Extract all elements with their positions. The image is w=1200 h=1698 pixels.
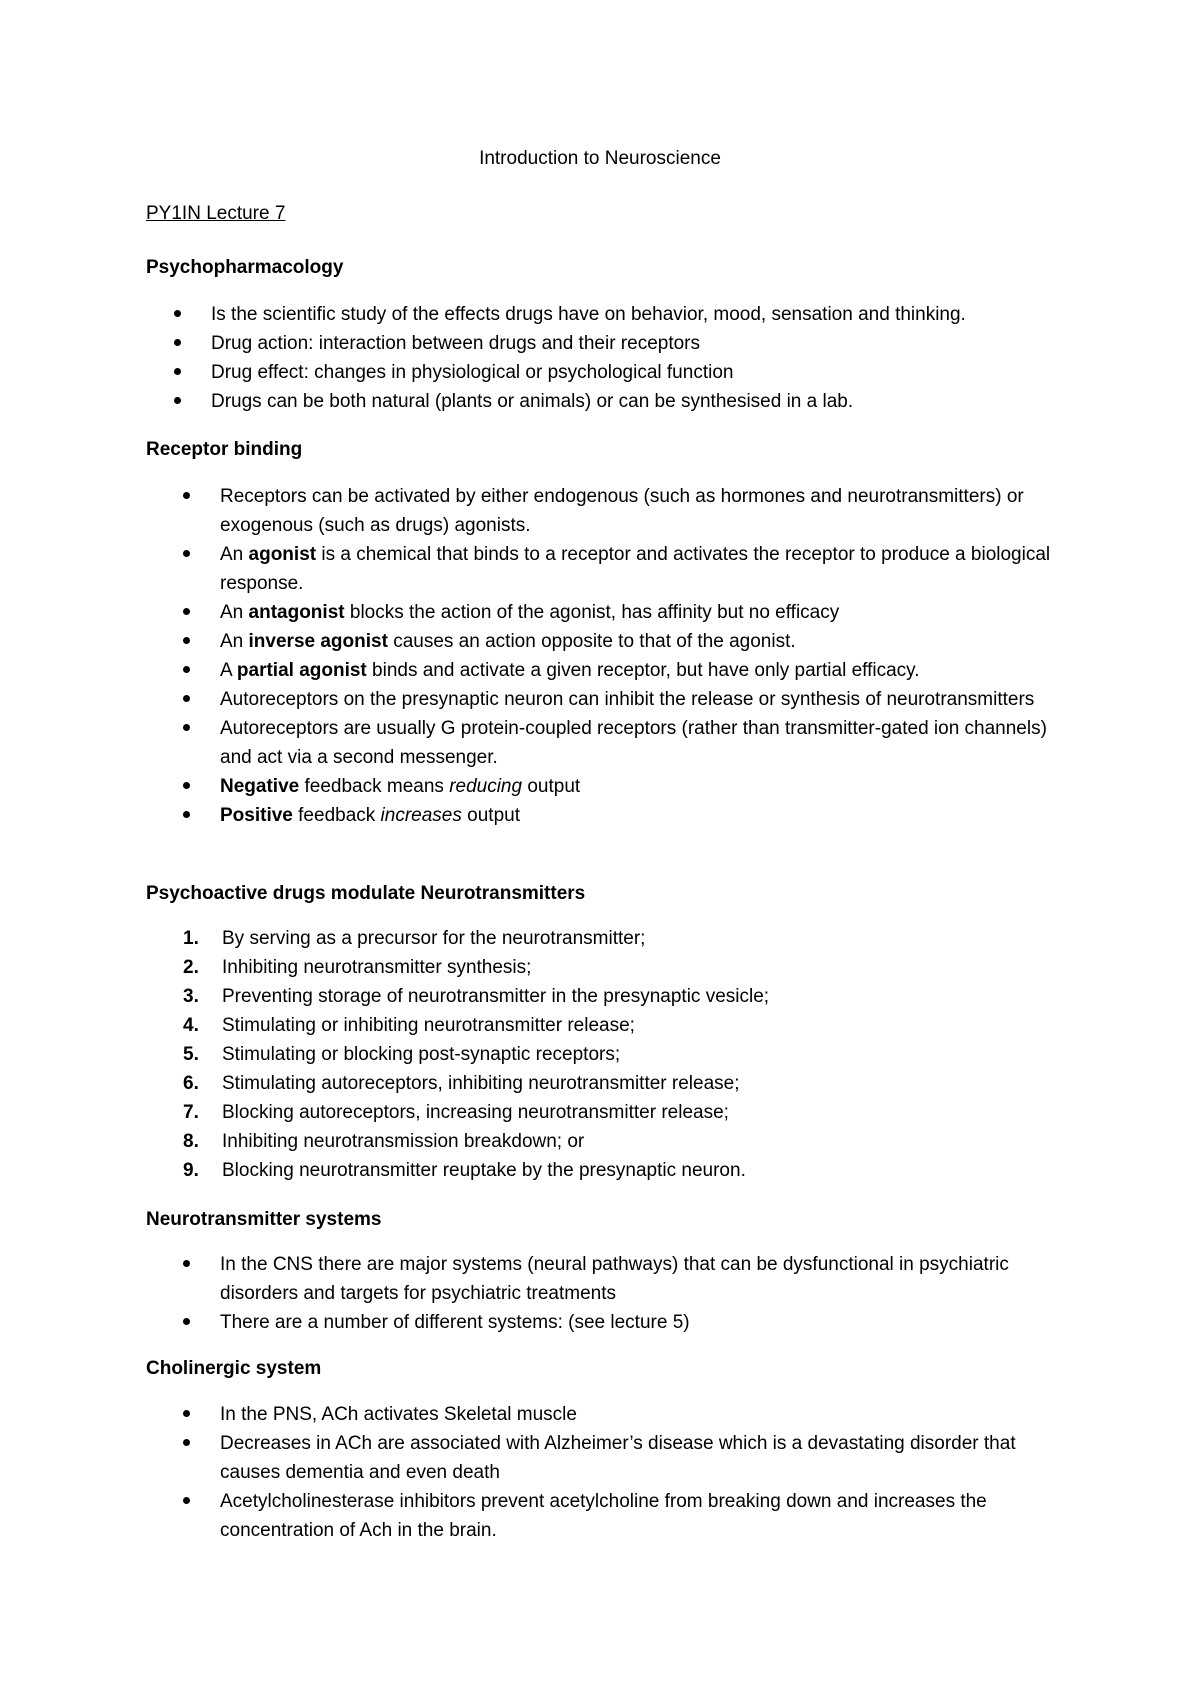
psychoactive-drugs-list: [183, 924, 1103, 1185]
heading-psychopharmacology: Psychopharmacology: [146, 257, 344, 278]
heading-receptor-binding: Receptor binding: [146, 439, 303, 460]
list-item: In the CNS there are major systems (neural pathways) that can be dysfunctional in psychiatric disorders and targets for psychiatric treatments: [183, 1250, 1063, 1308]
list-item: There are a number of different systems: (see lecture 5): [183, 1308, 1063, 1337]
psychopharmacology-list: [174, 300, 1094, 416]
bullet-icon: [183, 811, 190, 818]
bullet-icon: [174, 397, 181, 404]
list-item: Positive feedback increases output: [183, 801, 1063, 830]
bullet-icon: [183, 1260, 190, 1267]
list-item: 5. Stimulating or blocking post-synaptic receptors;: [183, 1044, 621, 1065]
bullet-icon: [183, 550, 190, 557]
list-item: Negative feedback means reducing output: [183, 772, 1063, 801]
bullet-icon: [174, 310, 181, 317]
list-item: Receptors can be activated by either endogenous (such as hormones and neurotransmitters) or exogenous (such as drugs) agonists.: [183, 482, 1063, 540]
course-label: PY1IN Lecture 7: [146, 203, 286, 224]
bullet-icon: [183, 724, 190, 731]
list-item: 9. Blocking neurotransmitter reuptake by the presynaptic neuron.: [183, 1160, 746, 1181]
list-item: A partial agonist binds and activate a given receptor, but have only partial efficacy.: [183, 656, 1063, 685]
list-item: 3. Preventing storage of neurotransmitter in the presynaptic vesicle;: [183, 986, 770, 1007]
list-item: An inverse agonist causes an action opposite to that of the agonist.: [183, 627, 1063, 656]
list-item: 2. Inhibiting neurotransmitter synthesis;: [183, 957, 532, 978]
list-item: Autoreceptors on the presynaptic neuron can inhibit the release or synthesis of neurotransmitters: [183, 685, 1063, 714]
list-item: Acetylcholinesterase inhibitors prevent acetylcholine from breaking down and increases the concentration of Ach in the brain.: [183, 1487, 1063, 1545]
list-item: Decreases in ACh are associated with Alzheimer’s disease which is a devastating disorder that causes dementia and even death: [183, 1429, 1063, 1487]
list-item: An antagonist blocks the action of the agonist, has affinity but no efficacy: [183, 598, 1063, 627]
list-item: Drug action: interaction between drugs and their receptors: [174, 329, 1094, 358]
heading-psychoactive-drugs: Psychoactive drugs modulate Neurotransmitters: [146, 883, 586, 904]
heading-cholinergic-system: Cholinergic system: [146, 1358, 322, 1379]
bullet-icon: [183, 1439, 190, 1446]
list-item: Autoreceptors are usually G protein-coupled receptors (rather than transmitter-gated ion channels) and act via a second messenger.: [183, 714, 1063, 772]
document-title: Introduction to Neuroscience: [479, 148, 721, 169]
bullet-icon: [174, 339, 181, 346]
bullet-icon: [183, 1497, 190, 1504]
list-item: Drugs can be both natural (plants or animals) or can be synthesised in a lab.: [174, 387, 1094, 416]
receptor-binding-list: [183, 482, 1063, 830]
list-item: Drug effect: changes in physiological or psychological function: [174, 358, 1094, 387]
neurotransmitter-systems-list: [183, 1250, 1063, 1337]
list-item: 6. Stimulating autoreceptors, inhibiting neurotransmitter release;: [183, 1073, 740, 1094]
bullet-icon: [183, 782, 190, 789]
heading-neurotransmitter-systems: Neurotransmitter systems: [146, 1209, 382, 1230]
bullet-icon: [183, 608, 190, 615]
list-item: In the PNS, ACh activates Skeletal muscle: [183, 1400, 1063, 1429]
cholinergic-system-list: [183, 1400, 1063, 1545]
list-item: 1. By serving as a precursor for the neurotransmitter;: [183, 928, 646, 949]
bullet-icon: [183, 666, 190, 673]
bullet-icon: [174, 368, 181, 375]
list-item: 8. Inhibiting neurotransmission breakdown; or: [183, 1131, 585, 1152]
list-item: 7. Blocking autoreceptors, increasing neurotransmitter release;: [183, 1102, 729, 1123]
list-item: An agonist is a chemical that binds to a receptor and activates the receptor to produce a biological response.: [183, 540, 1063, 598]
bullet-icon: [183, 492, 190, 499]
bullet-icon: [183, 637, 190, 644]
list-item: Is the scientific study of the effects drugs have on behavior, mood, sensation and thinking.: [174, 300, 1094, 329]
bullet-icon: [183, 1318, 190, 1325]
bullet-icon: [183, 1410, 190, 1417]
bullet-icon: [183, 695, 190, 702]
list-item: 4. Stimulating or inhibiting neurotransmitter release;: [183, 1015, 635, 1036]
